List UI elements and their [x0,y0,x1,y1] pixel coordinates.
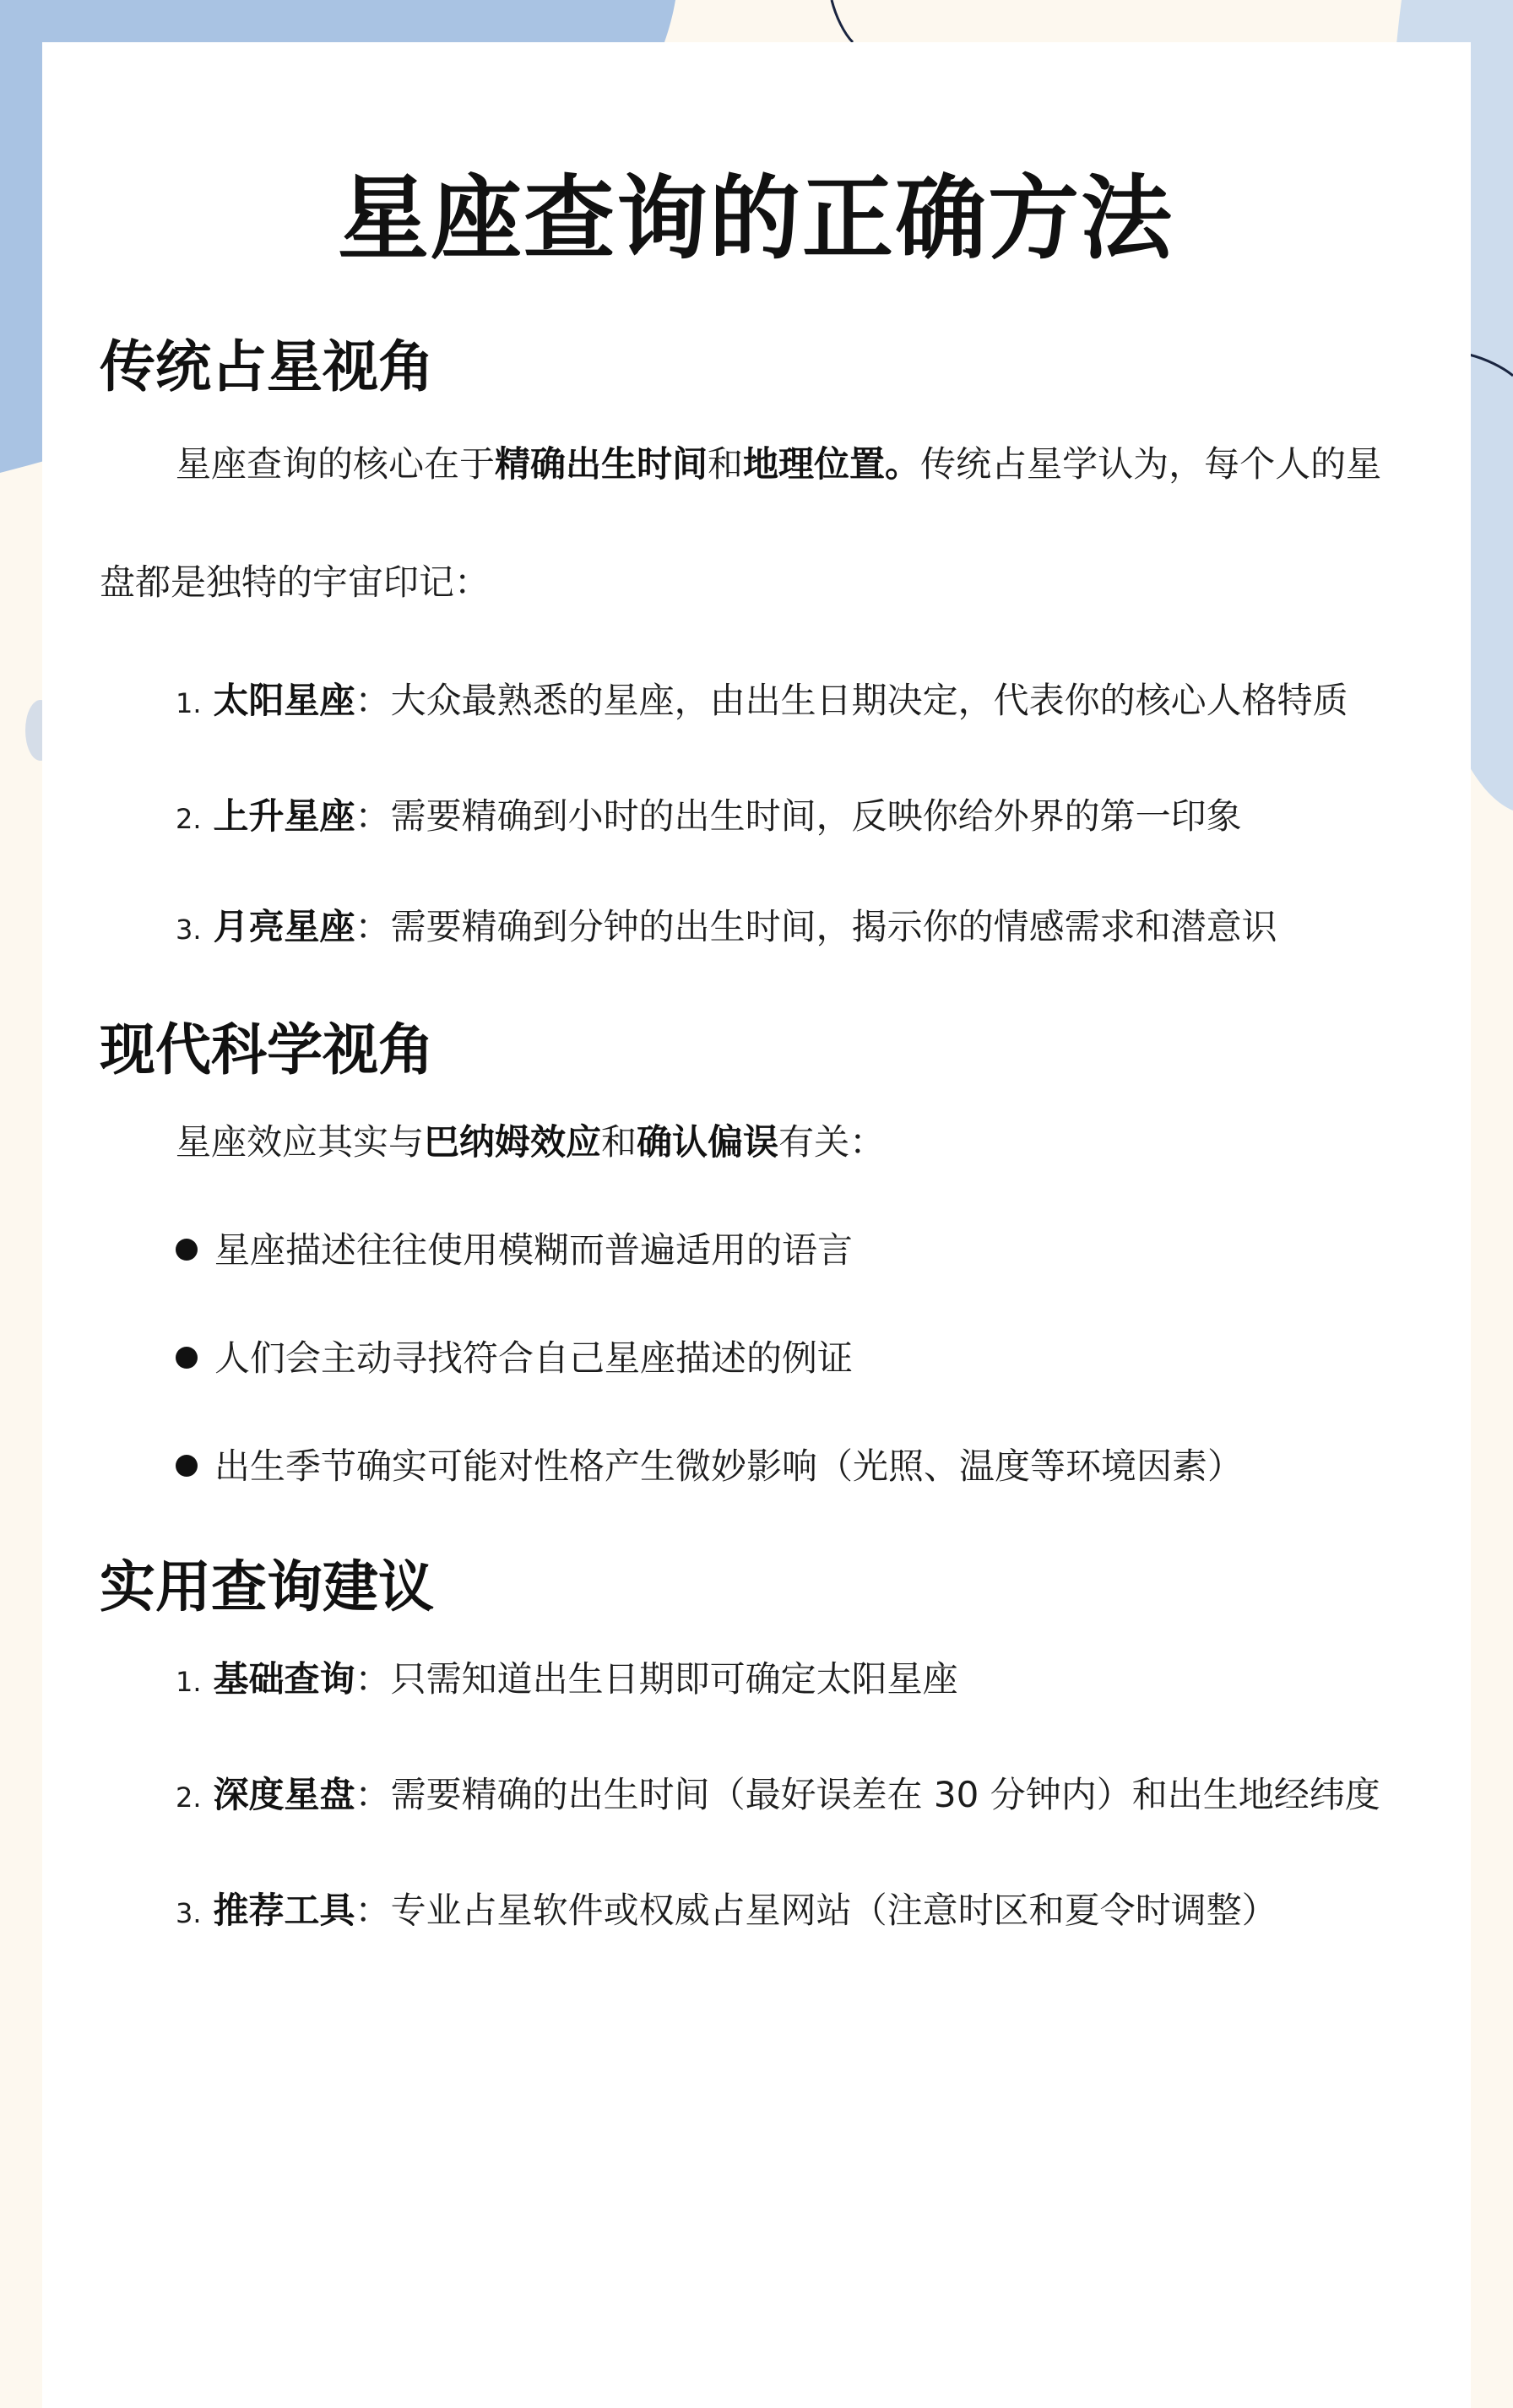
intro-bold-term: 巴纳姆效应 [424,1121,602,1163]
list-description: 需要精确到分钟的出生时间，揭示你的情感需求和潜意识 [390,906,1277,947]
list-item [100,873,1412,984]
bullet-item [100,1413,1412,1521]
intro-text: 和 [708,443,744,485]
list-term: 基础查询 [213,1658,355,1700]
intro-paragraph-traditional [100,405,1412,642]
list-item [100,1736,1412,1857]
list-term: 太阳星座 [213,680,355,721]
list-separator: ： [355,906,391,947]
list-description: 需要精确的出生时间（最好误差在 30 分钟内）和出生地经纬度 [390,1774,1380,1815]
list-description: 需要精确到小时的出生时间，反映你给外界的第一印象 [390,795,1242,837]
list-number: 3. [176,914,202,946]
list-term: 深度星盘 [213,1774,355,1815]
list-term: 月亮星座 [213,906,355,947]
bullet-item [100,1196,1412,1304]
section-heading-modern-science: 现代科学视角 [100,1017,434,1082]
intro-text: 和 [601,1121,637,1163]
intro-text: 星座查询的核心在于 [176,443,496,485]
list-item [100,1625,1412,1736]
list-description: 专业占星软件或权威占星网站（注意时区和夏令时调整） [390,1890,1277,1931]
intro-bold-term: 地理位置。 [743,443,921,485]
list-description: 只需知道出生日期即可确定太阳星座 [390,1658,958,1700]
content-card [42,42,1471,2408]
bullet-text: 人们会主动寻找符合自己星座描述的例证 [214,1337,854,1379]
page-title: 星座查询的正确方法 [337,166,1174,272]
bullet-text: 星座描述往往使用模糊而普遍适用的语言 [214,1229,854,1271]
intro-paragraph-modern-science [100,1088,1412,1196]
list-item [100,642,1412,762]
list-term: 推荐工具 [213,1890,355,1931]
numbered-list-traditional [100,642,1412,984]
bullet-icon [176,1239,198,1261]
list-term: 上升星座 [213,795,355,837]
list-description: 大众最熟悉的星座，由出生日期决定，代表你的核心人格特质 [390,680,1348,721]
list-number: 1. [176,687,202,719]
bullet-icon [176,1455,198,1477]
numbered-list-practical [100,1625,1412,1967]
intro-bold-term: 确认偏误 [637,1121,779,1163]
bullet-item [100,1304,1412,1413]
list-separator: ： [355,1890,391,1931]
list-separator: ： [355,680,391,721]
intro-text: 星座效应其实与 [176,1121,425,1163]
intro-text: 有关： [778,1121,886,1163]
list-separator: ： [355,1658,391,1700]
section-heading-traditional: 传统占星视角 [100,334,434,399]
list-separator: ： [355,1774,391,1815]
bullet-list-modern-science [100,1196,1412,1521]
intro-text: 传统占星学认为，每个人的星盘都是独特的宇宙印记： [100,443,1382,603]
list-number: 1. [176,1666,202,1698]
intro-bold-term: 精确出生时间 [495,443,708,485]
section-heading-practical: 实用查询建议 [100,1554,434,1619]
list-item [100,762,1412,873]
list-number: 2. [176,803,202,835]
list-item [100,1857,1412,1967]
list-separator: ： [355,795,391,837]
list-number: 3. [176,1897,202,1929]
bullet-text: 出生季节确实可能对性格产生微妙影响（光照、温度等环境因素） [214,1445,1244,1487]
list-number: 2. [176,1782,202,1814]
bullet-icon [176,1347,198,1369]
